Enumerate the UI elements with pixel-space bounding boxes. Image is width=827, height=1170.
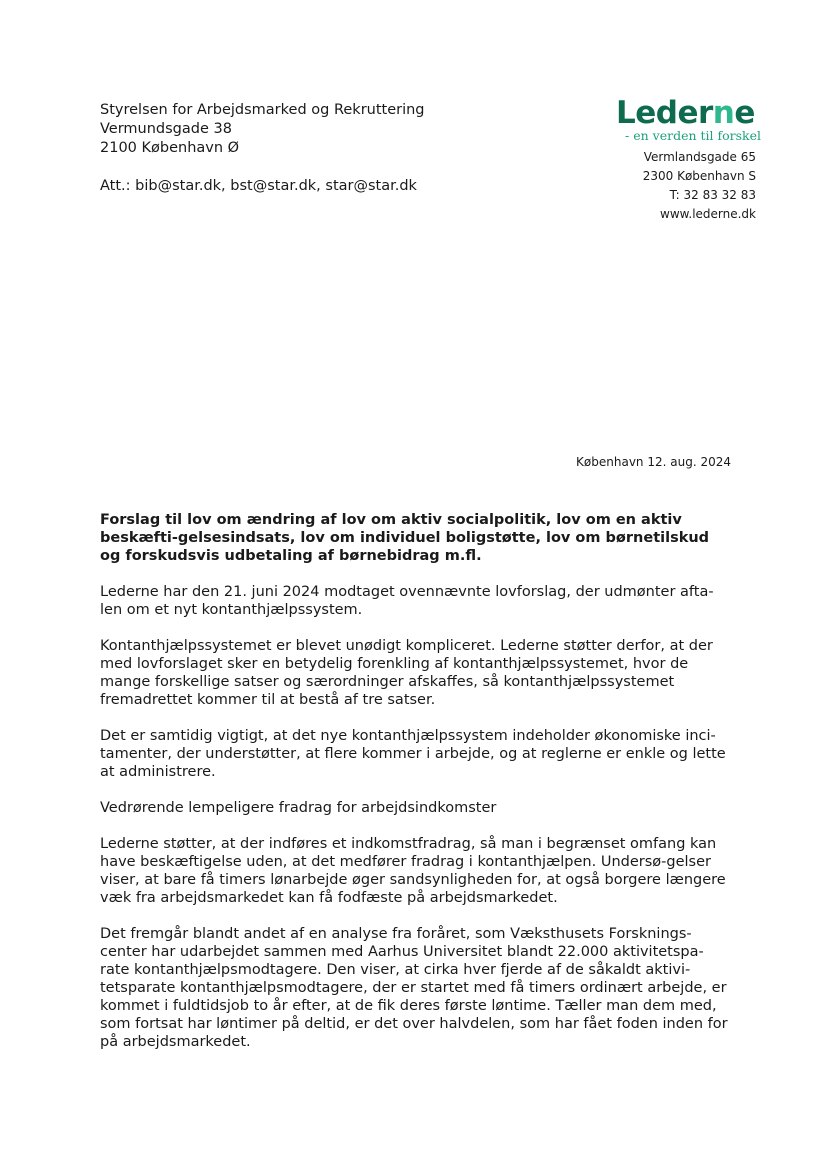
logo-word-accent: n [712, 95, 735, 131]
logo-wordmark [616, 96, 761, 130]
paragraph: Kontanthjælpssystemet er blevet unødigt kompliceret. Lederne støtter derfor, at der med lovforslaget sker en betydelig forenkling af kontanthjælpssystemet, hvor de mange forskellige satser og særordninger afskaffes, så kontanthjælpssystemet fremadrettet kommer til at bestå af tre satser. [100, 638, 713, 708]
sender-line: T: 32 83 32 83 [669, 188, 756, 202]
recipient-address [100, 101, 425, 196]
recipient-att: Att.: bib@star.dk, bst@star.dk, star@star.dk [100, 178, 417, 194]
lederne-logo [616, 96, 761, 143]
recipient-line: Vermundsgade 38 [100, 121, 232, 137]
logo-word-end: e [734, 95, 755, 131]
recipient-line: Styrelsen for Arbejdsmarked og Rekruttering [100, 102, 425, 118]
letter-title [100, 511, 732, 565]
letter-date: København 12. aug. 2024 [576, 455, 731, 469]
logo-tagline: - en verden til forskel [625, 128, 761, 143]
recipient-line: 2100 København Ø [100, 140, 240, 156]
paragraph: Lederne støtter, at der indføres et indkomstfradrag, så man i begrænset omfang kan have beskæftigelse uden, at det medfører fradrag i kontanthjælpen. Undersø-gelser viser, at bare få timers lønarbejde øger sandsynligheden for, at også borgere længere væk fra arbejdsmarkedet kan få fodfæste på arbejdsmarkedet. [100, 836, 726, 906]
logo-word-main: Leder [616, 95, 713, 131]
letter-title-text: Forslag til lov om ændring af lov om aktiv socialpolitik, lov om en aktiv beskæfti-gelsesindsats, lov om individuel boligstøtte, lov om børnetilskud og forskudsvis udbetaling af børnebidrag m.fl. [100, 512, 710, 564]
sender-line: Vermlandsgade 65 [643, 150, 756, 164]
letter-body [100, 511, 732, 1069]
sender-line: 2300 København S [642, 169, 756, 183]
paragraph: Det fremgår blandt andet af en analyse fra foråret, som Væksthusets Forsknings-center har udarbejdet sammen med Aarhus Universitet blandt 22.000 aktivitetspa-rate kontanthjælpsmodtagere. Den viser, at cirka hver fjerde af de såkaldt aktivi-tetsparate kontanthjælpsmodtagere, der er startet med få timers ordinært arbejde, er kommet i fuldtidsjob to år efter, at de fik deres første løntime. Tæller man dem med, som fortsat har løntimer på deltid, er det over halvdelen, som har fået foden inden for på arbejdsmarkedet. [100, 926, 728, 1050]
paragraph: Lederne har den 21. juni 2024 modtaget ovennævnte lovforslag, der udmønter afta-len om et nyt kontanthjælpssystem. [100, 584, 714, 618]
sender-address [643, 148, 756, 224]
sender-line: www.lederne.dk [660, 207, 756, 221]
section-heading: Vedrørende lempeligere fradrag for arbejdsindkomster [100, 800, 497, 816]
paragraph: Det er samtidig vigtigt, at det nye kontanthjælpssystem indeholder økonomiske inci-tamenter, der understøtter, at flere kommer i arbejde, og at reglerne er enkle og lette at administrere. [100, 728, 726, 780]
